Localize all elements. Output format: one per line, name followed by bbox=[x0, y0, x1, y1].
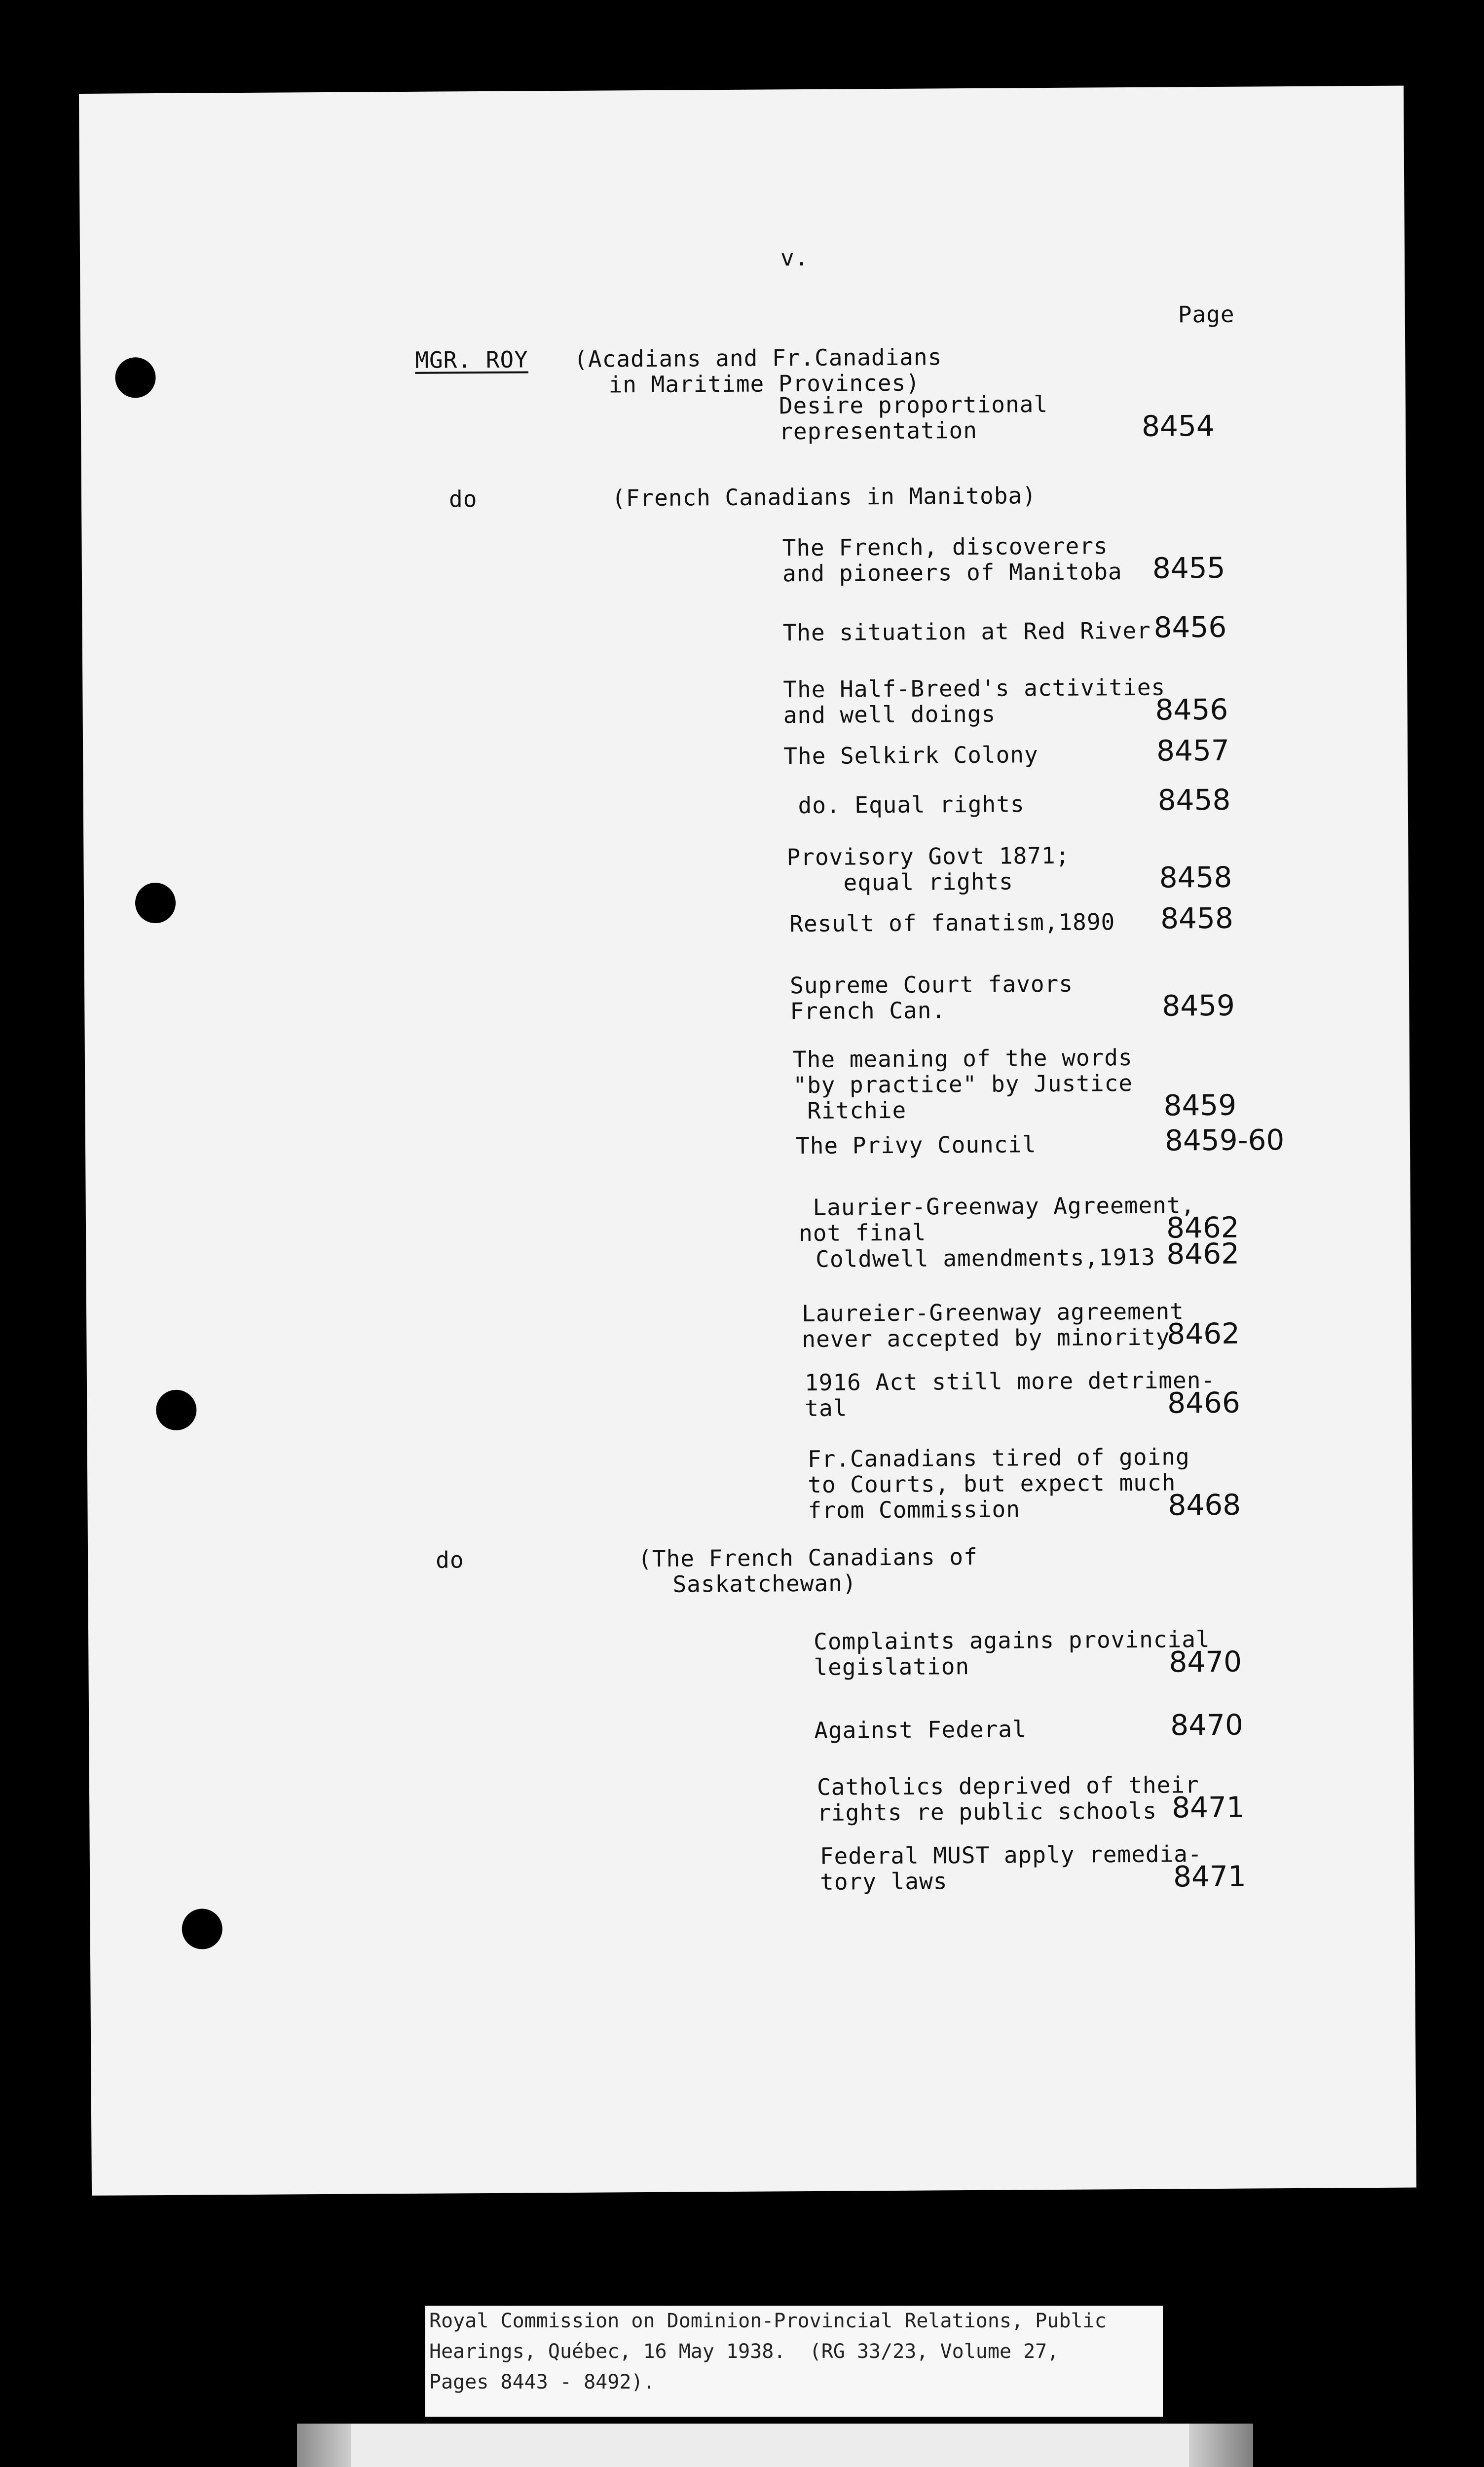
entry-text: from Commission bbox=[808, 1495, 1021, 1524]
entry-page-number: 8468 bbox=[1168, 1488, 1241, 1522]
punch-hole bbox=[182, 1908, 222, 1949]
caption-line: Royal Commission on Dominion-Provincial Relations, Public bbox=[429, 2310, 1107, 2332]
entry-page-number: 8456 bbox=[1155, 692, 1228, 727]
section-heading: (French Canadians in Manitoba) bbox=[611, 482, 1037, 512]
entry-text: The meaning of the words bbox=[792, 1044, 1133, 1073]
entry-text: and pioneers of Manitoba bbox=[782, 558, 1122, 587]
section-heading: Saskatchewan) bbox=[672, 1570, 857, 1598]
entry-text: The situation at Red River bbox=[782, 617, 1151, 646]
entry-text: Coldwell amendments,1913 bbox=[801, 1243, 1155, 1273]
entry-text: tal bbox=[805, 1394, 848, 1422]
entry-text: Supreme Court favors bbox=[789, 970, 1074, 999]
entry-text: The Privy Council bbox=[795, 1131, 1037, 1159]
entry-page-number: 8457 bbox=[1156, 733, 1229, 768]
entry-text: Against Federal bbox=[814, 1716, 1027, 1744]
entry-text: to Courts, but expect much bbox=[808, 1469, 1176, 1498]
caption-line: Hearings, Québec, 16 May 1938. (RG 33/23, Volume 27, bbox=[429, 2340, 1059, 2363]
entry-text: Complaints agains provincial bbox=[814, 1626, 1210, 1655]
entry-page-number: 8458 bbox=[1160, 901, 1234, 935]
entry-text: Desire proportional bbox=[779, 391, 1048, 419]
entry-text: rights re public schools bbox=[817, 1797, 1157, 1826]
archive-caption bbox=[425, 2306, 1163, 2417]
speaker-name: MGR. ROY bbox=[415, 346, 529, 374]
entry-text: Laurier-Greenway Agreement, bbox=[798, 1192, 1195, 1221]
caption-line: Pages 8443 - 8492). bbox=[429, 2371, 655, 2393]
entry-text: The French, discoverers bbox=[782, 532, 1108, 561]
entry-page-number: 8459-60 bbox=[1164, 1123, 1285, 1158]
punch-hole bbox=[115, 357, 155, 398]
entry-text: and well doings bbox=[783, 700, 996, 729]
entry-text: Laureier-Greenway agreement bbox=[801, 1298, 1185, 1327]
ditto-label: do bbox=[436, 1546, 464, 1573]
punch-hole bbox=[156, 1390, 196, 1430]
entry-page-number: 8466 bbox=[1167, 1385, 1241, 1420]
entry-page-number: 8459 bbox=[1163, 1088, 1237, 1122]
entry-page-number: 8462 bbox=[1167, 1316, 1240, 1351]
entry-page-number: 8470 bbox=[1170, 1708, 1244, 1742]
entry-page-number: 8455 bbox=[1152, 551, 1225, 585]
entry-page-number: 8454 bbox=[1141, 409, 1215, 443]
entry-text: The Half-Breed's activities bbox=[783, 673, 1166, 703]
entry-text: French Can. bbox=[790, 997, 946, 1025]
page-column-header: Page bbox=[1178, 300, 1235, 328]
stamp-edge bbox=[1189, 2424, 1253, 2467]
entry-text: legislation bbox=[814, 1653, 970, 1681]
entry-text: Ritchie bbox=[793, 1096, 907, 1124]
entry-text: representation bbox=[779, 416, 978, 445]
entry-text: Catholics deprived of their bbox=[816, 1771, 1199, 1800]
page-marker: v. bbox=[780, 244, 809, 271]
entry-page-number: 8456 bbox=[1153, 610, 1227, 644]
section-heading: (Acadians and Fr.Canadians bbox=[574, 343, 942, 373]
entry-text: Result of fanatism,1890 bbox=[789, 908, 1115, 937]
section-heading: in Maritime Provinces) bbox=[608, 369, 921, 398]
entry-text: not final bbox=[798, 1219, 927, 1247]
entry-text: "by practice" by Justice bbox=[793, 1069, 1133, 1099]
entry-text: equal rights bbox=[786, 868, 1014, 897]
ditto-label: do bbox=[448, 486, 478, 513]
entry-page-number: 8458 bbox=[1157, 783, 1231, 817]
stamp-edge bbox=[297, 2424, 351, 2467]
section-heading: (The French Canadians of bbox=[637, 1543, 978, 1572]
entry-text: Fr.Canadians tired of going bbox=[807, 1443, 1190, 1473]
entry-page-number: 8462 bbox=[1166, 1236, 1240, 1271]
entry-page-number: 8470 bbox=[1169, 1645, 1242, 1679]
entry-text: Federal MUST apply remedia- bbox=[819, 1840, 1202, 1869]
entry-text: tory laws bbox=[820, 1868, 948, 1895]
entry-page-number: 8459 bbox=[1162, 988, 1235, 1023]
entry-text: The Selkirk Colony bbox=[783, 741, 1039, 770]
entry-page-number: 8462 bbox=[1166, 1210, 1239, 1245]
archives-stamp bbox=[297, 2424, 1253, 2467]
entry-text: 1916 Act still more detrimen- bbox=[804, 1366, 1216, 1396]
entry-page-number: 8471 bbox=[1172, 1790, 1245, 1825]
entry-text: do. Equal rights bbox=[783, 790, 1025, 819]
document-page bbox=[79, 86, 1416, 2196]
entry-page-number: 8458 bbox=[1159, 860, 1232, 895]
entry-page-number: 8471 bbox=[1173, 1859, 1246, 1894]
entry-text: never accepted by minority bbox=[802, 1323, 1170, 1353]
entry-text: Provisory Govt 1871; bbox=[786, 842, 1070, 871]
punch-hole bbox=[135, 883, 176, 923]
